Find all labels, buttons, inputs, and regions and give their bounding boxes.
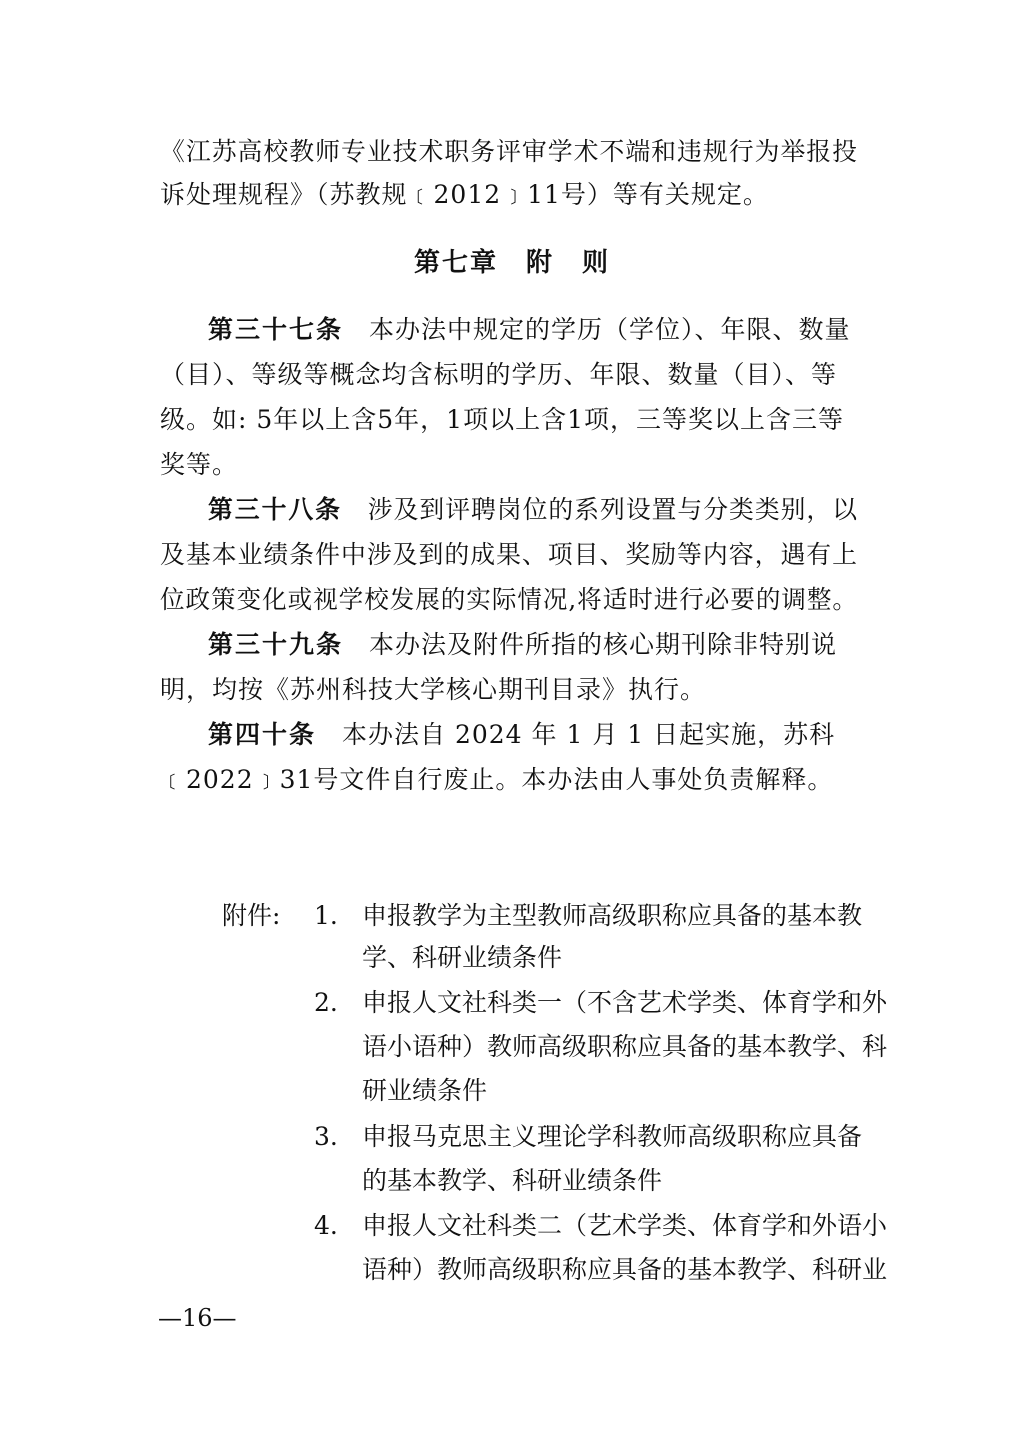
article-40-line: ﹝2022﹞31号文件自行废止。本办法由人事处负责解释。 <box>160 765 834 794</box>
page-number: —16— <box>158 1304 237 1332</box>
attachment-number: 4. <box>314 1211 338 1240</box>
article-38-title: 第三十八条 <box>208 495 342 524</box>
attachment-line: 申报人文社科类一（不含艺术学类、体育学和外 <box>362 988 888 1017</box>
attachment-number: 2. <box>314 988 338 1017</box>
article-38-line: 位政策变化或视学校发展的实际情况,将适时进行必要的调整。 <box>160 585 858 614</box>
intro-line-1: 《江苏高校教师专业技术职务评审学术不端和违规行为举报投 <box>160 137 859 166</box>
article-37-line: （目）、等级等概念均含标明的学历、年限、数量（目）、等 <box>160 360 838 389</box>
article-37-title: 第三十七条 <box>208 315 344 344</box>
attachment-line: 申报教学为主型教师高级职称应具备的基本教 <box>362 901 863 930</box>
article-37-text: 本办法中规定的学历（学位）、年限、数量 <box>369 315 851 344</box>
article-37-first-line <box>208 313 851 347</box>
article-40-first-line <box>208 718 835 752</box>
attachment-number: 1. <box>314 901 338 930</box>
intro-line-2: 诉处理规程》（苏教规﹝2012﹞11号）等有关规定。 <box>160 180 769 209</box>
article-38-first-line <box>208 493 858 527</box>
article-37-line: 级。如: 5年以上含5年，1项以上含1项，三等奖以上含三等 <box>160 405 844 434</box>
attachments-label: 附件: <box>222 901 281 930</box>
attachment-line: 语种）教师高级职称应具备的基本教学、科研业 <box>362 1255 888 1284</box>
attachment-line: 的基本教学、科研业绩条件 <box>362 1166 663 1195</box>
attachment-number: 3. <box>314 1122 338 1151</box>
article-38-text: 涉及到评聘岗位的系列设置与分类类别，以 <box>367 495 859 524</box>
article-39-line: 明，均按《苏州科技大学核心期刊目录》执行。 <box>160 675 707 704</box>
attachment-line: 研业绩条件 <box>362 1076 488 1105</box>
article-38-line: 及基本业绩条件中涉及到的成果、项目、奖励等内容，遇有上 <box>160 540 859 569</box>
article-39-text: 本办法及附件所指的核心期刊除非特别说 <box>369 630 838 659</box>
attachment-line: 学、科研业绩条件 <box>362 943 563 972</box>
article-40-title: 第四十条 <box>208 720 317 749</box>
article-39-title: 第三十九条 <box>208 630 344 659</box>
attachment-line: 申报人文社科类二（艺术学类、体育学和外语小 <box>362 1211 888 1240</box>
article-37-line: 奖等。 <box>160 450 239 479</box>
article-40-text: 本办法自 2024 年 1 月 1 日起实施，苏科 <box>342 720 836 749</box>
attachment-line: 语小语种）教师高级职称应具备的基本教学、科 <box>362 1032 888 1061</box>
chapter-title: 第七章 附 则 <box>413 248 610 278</box>
attachment-line: 申报马克思主义理论学科教师高级职称应具备 <box>362 1122 863 1151</box>
article-39-first-line <box>208 628 837 662</box>
